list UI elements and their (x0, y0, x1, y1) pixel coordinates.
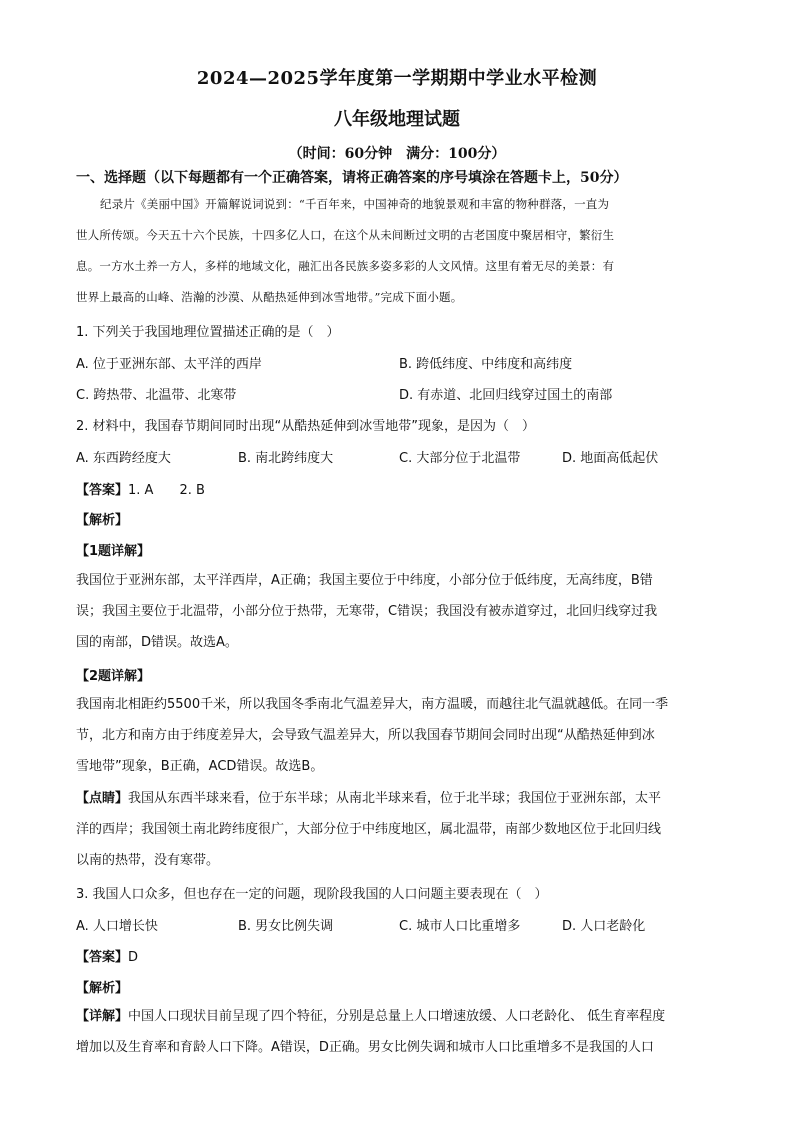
paragraph-line (76, 1001, 721, 1032)
question-1-option-c: C. 跨热带、北温带、北寒带 (76, 388, 237, 403)
exam-subtitle: 八年级地理试题 (334, 109, 460, 130)
reading-material (76, 189, 721, 313)
exam-meta: （时间：60分钟 满分：100分） (288, 146, 506, 162)
paragraph-line: 国的南部，D错误。故选A。 (76, 635, 238, 650)
question-3-option-b: B. 男女比例失调 (238, 919, 334, 934)
section-heading: 一、选择题（以下每题都有一个正确答案，请将正确答案的序号填涂在答题卡上，50分） (76, 170, 628, 186)
detail-2-tag: 【2题详解】 (76, 669, 151, 684)
material-line: 世人所传颂。今天五十六个民族，十四多亿人口，在这个从未间断过文明的古老国度中聚居相守，繁衍生 (76, 228, 615, 242)
question-2-option-a: A. 东西跨经度大 (76, 451, 171, 466)
tip-line: 我国从东西半球来看，位于东半球；从南北半球来看，位于北半球；我国位于亚洲东部，太平 (128, 791, 662, 806)
question-3-option-d: D. 人口老龄化 (562, 919, 646, 934)
material-line: 息。一方水土养一方人，多样的地域文化，融汇出各民族多姿多彩的人文风情。这里有着无尽的美景：有 (76, 259, 615, 273)
answer-text: 1. A 2. B (128, 483, 205, 498)
exam-title: 2024—2025学年度第一学期期中学业水平检测 (196, 68, 598, 89)
paragraph-line: 节，北方和南方由于纬度差异大，会导致气温差异大，所以我国春节期间会同时出现“从酷热延伸到冰 (76, 728, 655, 743)
analysis-tag: 【解析】 (76, 513, 129, 528)
question-1-option-d: D. 有赤道、北回归线穿过国土的南部 (399, 388, 613, 403)
answer-text: D (128, 950, 139, 965)
detail-1-text (76, 565, 721, 658)
paragraph-line: 洋的西岸；我国领土南北跨纬度很广，大部分位于中纬度地区，属北温带，南部少数地区位于北回归线 (76, 822, 662, 837)
tip-text (76, 783, 721, 876)
question-1-stem: 1. 下列关于我国地理位置描述正确的是（ ） (76, 325, 340, 340)
question-3-option-c: C. 城市人口比重增多 (399, 919, 521, 934)
question-2-stem: 2. 材料中，我国春节期间同时出现“从酷热延伸到冰雪地带”现象，是因为（ ） (76, 419, 536, 434)
detail-1-tag: 【1题详解】 (76, 544, 151, 559)
question-2-option-d: D. 地面高低起伏 (562, 451, 659, 466)
question-3-stem: 3. 我国人口众多，但也存在一定的问题，现阶段我国的人口问题主要表现在（ ） (76, 887, 548, 902)
question-1-option-b: B. 跨低纬度、中纬度和高纬度 (399, 357, 573, 372)
paragraph-line: 雪地带”现象，B正确，ACD错误。故选B。 (76, 759, 324, 774)
answer-tag: 【答案】 (76, 950, 129, 965)
paragraph-line (76, 783, 721, 814)
detail-3-tag: 【详解】 (76, 1009, 129, 1024)
paragraph-line: 以南的热带，没有寒带。 (76, 853, 220, 868)
detail-3-text (76, 1001, 721, 1063)
question-2-option-c: C. 大部分位于北温带 (399, 451, 521, 466)
analysis-tag: 【解析】 (76, 981, 129, 996)
detail-line: 中国人口现状目前呈现了四个特征，分别是总量上人口增速放缓、人口老龄化、 低生育率程度 (128, 1009, 666, 1024)
question-2-option-b: B. 南北跨纬度大 (238, 451, 334, 466)
paragraph-line: 增加以及生育率和育龄人口下降。A错误，D正确。男女比例失调和城市人口比重增多不是我国的人口 (76, 1040, 654, 1055)
material-line: 纪录片《美丽中国》开篇解说词说到：“千百年来，中国神奇的地貌景观和丰富的物种群落，一直为 (100, 197, 610, 211)
question-3-option-a: A. 人口增长快 (76, 919, 158, 934)
detail-2-text (76, 689, 721, 782)
answer-3 (76, 946, 138, 965)
paragraph-line: 我国南北相距约5500千米，所以我国冬季南北气温差异大，南方温暖，而越往北气温就越低。在同一季 (76, 697, 669, 712)
material-line: 世界上最高的山峰、浩瀚的沙漠、从酷热延伸到冰雪地带。”完成下面小题。 (76, 290, 463, 304)
question-1-option-a: A. 位于亚洲东部、太平洋的西岸 (76, 357, 262, 372)
paragraph-line: 我国位于亚洲东部，太平洋西岸，A正确；我国主要位于中纬度，小部分位于低纬度，无高纬度，B错 (76, 573, 653, 588)
answer-tag: 【答案】 (76, 483, 129, 498)
tip-tag: 【点睛】 (76, 791, 129, 806)
answer-1-2 (76, 479, 205, 498)
paragraph-line: 误；我国主要位于北温带，小部分位于热带，无寒带，C错误；我国没有被赤道穿过，北回归线穿过我 (76, 604, 658, 619)
